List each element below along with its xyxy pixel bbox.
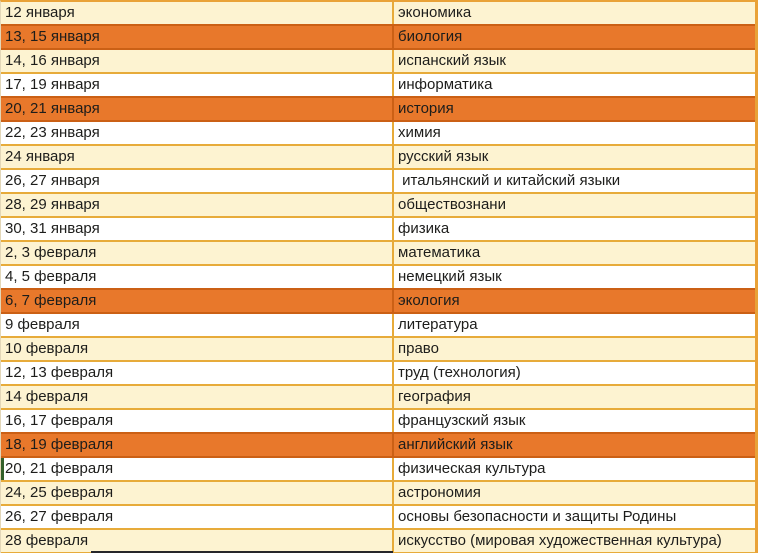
subject-text: экономика — [398, 4, 472, 21]
subject-text: искусство (мировая художественная культура) — [398, 532, 722, 549]
table-row[interactable] — [1, 506, 755, 530]
date-cell[interactable] — [1, 242, 394, 264]
table-row[interactable] — [1, 98, 755, 122]
date-text: 13, 15 января — [5, 28, 100, 45]
date-cell[interactable] — [1, 434, 394, 456]
date-cell[interactable] — [1, 314, 394, 336]
subject-text: история — [398, 100, 454, 117]
subject-cell[interactable] — [394, 314, 755, 336]
date-cell[interactable] — [1, 530, 394, 552]
date-text: 24, 25 февраля — [5, 484, 114, 501]
date-text: 14 февраля — [5, 388, 89, 405]
table-row[interactable] — [1, 50, 755, 74]
table-row[interactable] — [1, 170, 755, 194]
subject-cell[interactable] — [394, 434, 755, 456]
subject-cell[interactable] — [394, 98, 755, 120]
date-cell[interactable] — [1, 338, 394, 360]
date-cell[interactable] — [1, 362, 394, 384]
subject-text: основы безопасности и защиты Родины — [398, 508, 677, 525]
subject-text: обществознани — [398, 196, 506, 213]
date-text: 12 января — [5, 4, 75, 21]
table-row[interactable] — [1, 122, 755, 146]
subject-cell[interactable] — [394, 218, 755, 240]
date-text: 30, 31 января — [5, 220, 100, 237]
subject-cell[interactable] — [394, 506, 755, 528]
table-row[interactable] — [1, 26, 755, 50]
subject-text: испанский язык — [398, 52, 506, 69]
date-cell[interactable] — [1, 266, 394, 288]
date-cell[interactable] — [1, 290, 394, 312]
subject-text: право — [398, 340, 439, 357]
subject-text: биология — [398, 28, 463, 45]
subject-text: русский язык — [398, 148, 489, 165]
subject-text: физика — [398, 220, 450, 237]
table-row[interactable] — [1, 146, 755, 170]
date-cell[interactable] — [1, 26, 394, 48]
date-text: 24 января — [5, 148, 75, 165]
date-cell[interactable] — [1, 194, 394, 216]
date-text: 4, 5 февраля — [5, 268, 97, 285]
table-row[interactable] — [1, 482, 755, 506]
table-row[interactable] — [1, 2, 755, 26]
subject-cell[interactable] — [394, 458, 755, 480]
subject-cell[interactable] — [394, 122, 755, 144]
subject-text: французский язык — [398, 412, 526, 429]
subject-cell[interactable] — [394, 290, 755, 312]
subject-text: физическая культура — [398, 460, 546, 477]
table-row[interactable] — [1, 386, 755, 410]
date-text: 6, 7 февраля — [5, 292, 97, 309]
table-row[interactable] — [1, 410, 755, 434]
date-text: 18, 19 февраля — [5, 436, 114, 453]
date-text: 20, 21 января — [5, 100, 100, 117]
subject-cell[interactable] — [394, 362, 755, 384]
table-row[interactable] — [1, 530, 755, 553]
date-cell[interactable] — [1, 146, 394, 168]
date-text: 2, 3 февраля — [5, 244, 97, 261]
subject-text: труд (технология) — [398, 364, 521, 381]
green-edge-marker — [1, 458, 4, 480]
date-text: 26, 27 февраля — [5, 508, 114, 525]
table-row[interactable] — [1, 338, 755, 362]
subject-text: астрономия — [398, 484, 481, 501]
table-row[interactable] — [1, 290, 755, 314]
date-cell[interactable] — [1, 506, 394, 528]
date-text: 28 февраля — [5, 532, 89, 549]
date-cell[interactable] — [1, 50, 394, 72]
date-text: 9 февраля — [5, 316, 80, 333]
date-text: 16, 17 февраля — [5, 412, 114, 429]
date-cell[interactable] — [1, 2, 394, 24]
date-text: 17, 19 января — [5, 76, 100, 93]
subject-cell[interactable] — [394, 242, 755, 264]
subject-text: литература — [398, 316, 478, 333]
subject-cell[interactable] — [394, 266, 755, 288]
subject-text: химия — [398, 124, 441, 141]
table-row[interactable] — [1, 314, 755, 338]
subject-cell[interactable] — [394, 170, 755, 192]
date-text: 22, 23 января — [5, 124, 100, 141]
subject-cell[interactable] — [394, 530, 755, 552]
subject-cell[interactable] — [394, 410, 755, 432]
subject-text: информатика — [398, 76, 493, 93]
subject-cell[interactable] — [394, 386, 755, 408]
date-cell[interactable] — [1, 386, 394, 408]
table-row[interactable] — [1, 242, 755, 266]
date-cell[interactable] — [1, 170, 394, 192]
table-row[interactable] — [1, 194, 755, 218]
subject-cell[interactable] — [394, 2, 755, 24]
subject-cell[interactable] — [394, 74, 755, 96]
subject-cell[interactable] — [394, 194, 755, 216]
date-cell[interactable] — [1, 98, 394, 120]
subject-cell[interactable] — [394, 50, 755, 72]
date-cell[interactable] — [1, 218, 394, 240]
date-text: 28, 29 января — [5, 196, 100, 213]
table-row[interactable] — [1, 74, 755, 98]
date-cell[interactable] — [1, 74, 394, 96]
subject-cell[interactable] — [394, 26, 755, 48]
subject-cell[interactable] — [394, 146, 755, 168]
date-cell[interactable] — [1, 122, 394, 144]
subject-text: итальянский и китайский языки — [398, 172, 621, 189]
date-cell[interactable] — [1, 482, 394, 504]
date-text: 26, 27 января — [5, 172, 100, 189]
table-body — [1, 2, 755, 553]
subject-text: немецкий язык — [398, 268, 502, 285]
date-text: 20, 21 февраля — [5, 460, 114, 477]
date-text: 14, 16 января — [5, 52, 100, 69]
date-text: 10 февраля — [5, 340, 89, 357]
table-row[interactable] — [1, 362, 755, 386]
subject-text: математика — [398, 244, 481, 261]
subject-text: экология — [398, 292, 460, 309]
date-cell[interactable] — [1, 410, 394, 432]
table-row[interactable] — [1, 266, 755, 290]
table-row[interactable] — [1, 434, 755, 458]
table-row[interactable] — [1, 218, 755, 242]
subject-text: география — [398, 388, 471, 405]
subject-cell[interactable] — [394, 338, 755, 360]
subject-text: английский язык — [398, 436, 513, 453]
subject-cell[interactable] — [394, 482, 755, 504]
table-row[interactable] — [1, 458, 755, 482]
date-text: 12, 13 февраля — [5, 364, 114, 381]
date-cell[interactable] — [1, 458, 394, 480]
